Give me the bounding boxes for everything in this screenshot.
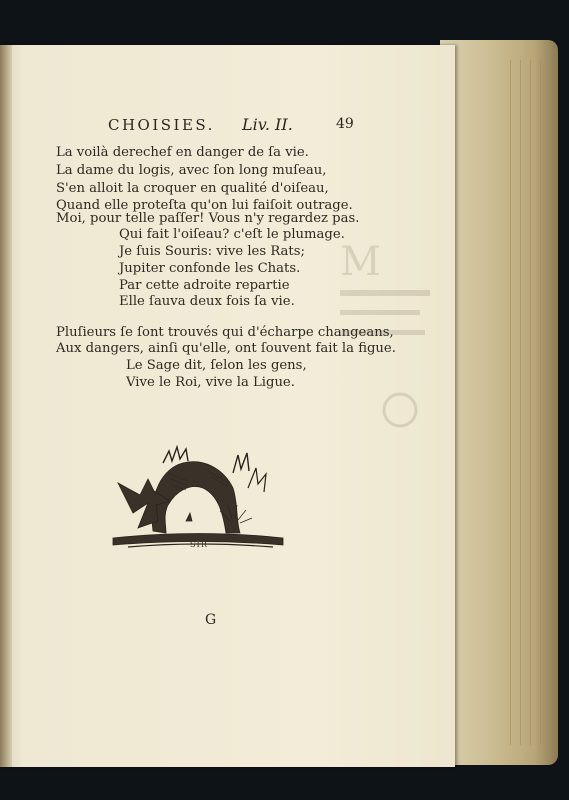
header-book: Liv. II.: [242, 115, 293, 134]
verse-line: Par cette adroite repartie: [119, 278, 290, 293]
verse-line: Le Sage dit, ſelon les gens,: [126, 358, 307, 373]
verse-line: Aux dangers, ainſi qu'elle, ont ſouvent fait la figue.: [56, 341, 396, 356]
verse-line: Je ſuis Souris: vive les Rats;: [119, 244, 305, 259]
verse-line: Elle ſauva deux fois ſa vie.: [119, 294, 295, 309]
verse-line: S'en alloit la croquer en qualité d'oiſeau,: [56, 181, 329, 196]
book-fore-edge: [440, 40, 558, 765]
running-header: [108, 116, 358, 138]
verse-line: Quand elle proteſta qu'on lui faiſoit outrage.: [56, 198, 353, 213]
verse-line: Vive le Roi, vive la Ligue.: [126, 375, 295, 390]
verse-line: Pluſieurs ſe ſont trouvés qui d'écharpe changeans,: [56, 325, 394, 340]
verse-line: La voilà derechef en danger de ſa vie.: [56, 145, 309, 160]
svg-text:M: M: [340, 239, 381, 285]
woodcut-vignette-icon: [108, 443, 288, 555]
header-title: CHOISIES.: [108, 116, 215, 134]
page-gutter: [0, 45, 12, 767]
signature-mark: G: [205, 612, 217, 628]
page-number: 49: [336, 116, 354, 132]
verse-line: Moi, pour telle paſſer! Vous n'y regardez pas.: [56, 211, 360, 226]
verse-line: Qui fait l'oiſeau? c'eſt le plumage.: [119, 227, 345, 242]
verse-line: Jupiter confonde les Chats.: [119, 261, 301, 276]
svg-text:STR: STR: [190, 540, 207, 549]
verse-line: La dame du logis, avec ſon long muſeau,: [56, 163, 327, 178]
